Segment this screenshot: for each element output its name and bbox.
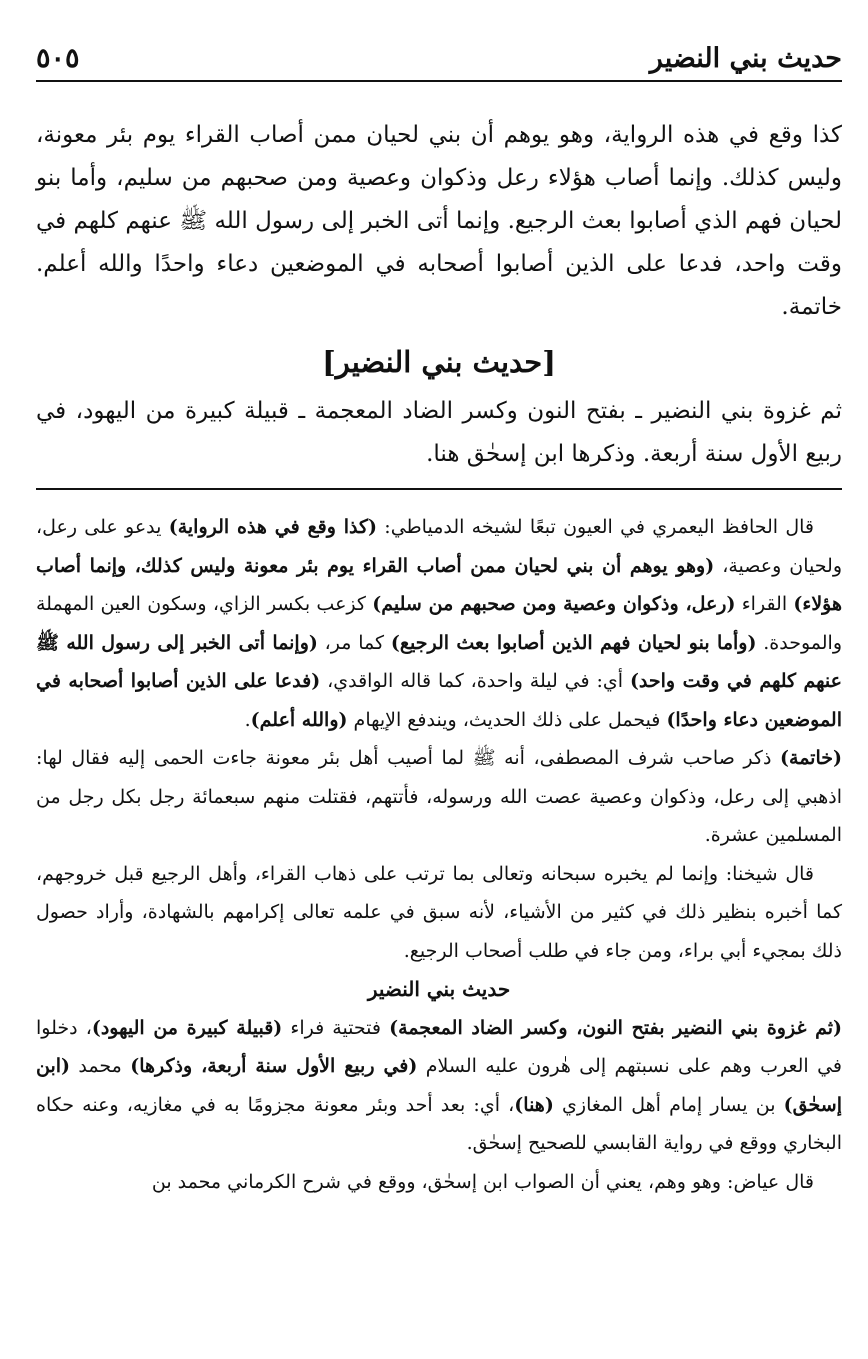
section-heading: [حديث بني النضير]: [322, 345, 556, 379]
commentary-paragraph-1: [36, 508, 842, 739]
main-paragraph-1: كذا وقع في هذه الرواية، وهو يوهم أن بني لحيان ممن أصاب القراء يوم بئر معونة، وليس كذلك. وإنما أصاب هؤلاء رعل وذكوان وعصية ومن صحبهم من سليم، وأما بنو لحيان فهم الذي أصابوا بعث الرجيع. وإنما أتى الخبر إلى رسول الله ﷺ عنهم كلهم في وقت واحد، فدعا على الذين أصابوا أصحابه في الموضعين دعاء واحدًا والله أعلم. خاتمة.: [36, 122, 842, 320]
quoted-main-text: (خاتمة): [780, 747, 842, 769]
footnote-separator: [36, 488, 842, 490]
commentary-text: ذكر صاحب شرف المصطفى، أنه ﷺ لما أصيب أهل بئر معونة جاءت الحمى إليه فقال لها: اذهبي إلى رعل، وذكوان وعصية عصت الله ورسوله، فأتتهم، فقتلت منهم سبعمائة رجل بكل رجل من المسلمين عشرة.: [36, 747, 842, 846]
commentary-text: ، أي: بعد أحد وبئر معونة مجزومًا به في مغازيه، وعنه حكاه البخاري ووقع في رواية القابسي للصحيح إسحٰق.: [36, 1093, 842, 1154]
commentary-text: فتحتية فراء: [282, 1016, 390, 1039]
commentary-text: كما مر،: [317, 631, 391, 654]
commentary-text: القراء: [735, 593, 794, 615]
quoted-main-text: (وإنما أتى الخبر إلى رسول الله ﷺ عنهم كلهم في وقت واحد): [36, 631, 843, 692]
quoted-main-text: (وهو يوهم أن بني لحيان ممن أصاب القراء يوم بئر معونة وليس كذلك، وإنما أصاب هؤلاء): [36, 554, 842, 615]
commentary-paragraph-4: [36, 1009, 842, 1163]
commentary-text: فيحمل على ذلك الحديث، ويندفع الإيهام: [347, 708, 667, 731]
quoted-main-text: (ابن إسحٰق): [36, 1055, 842, 1116]
quoted-main-text: (كذا وقع في هذه الرواية): [168, 516, 378, 538]
commentary-paragraph-3: قال شيخنا: وإنما لم يخبره سبحانه وتعالى بما ترتب على ذهاب القراء، وأهل الرجيع قبل خروجهم، كما أخبره بنظير ذلك في كثير من الأشياء، لأنه سبق في علمه تعالى إكرامهم بالشهادة، وأراد حصول ذلك بمجيء أبي براء، ومن جاء في طلب أصحاب الرجيع.: [36, 862, 842, 962]
main-text: [36, 114, 842, 476]
page-number: ٥٠٥: [36, 43, 80, 74]
quoted-main-text: (في ربيع الأول سنة أربعة، وذكرها): [130, 1055, 418, 1077]
main-paragraph-2: ثم غزوة بني النضير ـ بفتح النون وكسر الضاد المعجمة ـ قبيلة كبيرة من اليهود، في ربيع الأول سنة أربعة. وذكرها ابن إسحٰق هنا.: [36, 398, 842, 467]
commentary-paragraph-2: [36, 739, 842, 855]
quoted-main-text: (رعل، وذكوان وعصية ومن صحبهم من سليم): [372, 593, 736, 615]
commentary-text: قال الحافظ اليعمري في العيون تبعًا لشيخه الدمياطي:: [377, 516, 815, 538]
commentary-text: .: [244, 708, 251, 731]
commentary-paragraph-5: قال عياض: وهو وهم، يعني أن الصواب ابن إسحٰق، ووقع في شرح الكرماني محمد بن: [151, 1170, 814, 1193]
commentary-text: أي: في ليلة واحدة، كما قاله الواقدي،: [320, 670, 630, 692]
commentary-text: يدعو على رعل، ولحيان وعصية،: [36, 516, 842, 577]
commentary-text: بن يسار إمام أهل المغازي: [553, 1093, 784, 1116]
quoted-main-text: (والله أعلم): [250, 708, 348, 731]
quoted-main-text: (فدعا على الذين أصابوا أصحابه في الموضعين دعاء واحدًا): [36, 670, 842, 731]
commentary-text: محمد: [70, 1055, 131, 1077]
quoted-main-text: (قبيلة كبيرة من اليهود): [91, 1016, 283, 1039]
quoted-main-text: (هنا): [514, 1093, 554, 1116]
commentary-text: كزعب بكسر الزاي، وسكون العين المهملة والموحدة.: [36, 593, 842, 654]
running-title: حديث بني النضير: [649, 43, 842, 74]
quoted-main-text: (ثم غزوة بني النضير بفتح النون، وكسر الضاد المعجمة): [389, 1016, 842, 1039]
commentary-text: ، دخلوا في العرب وهم على نسبتهم إلى هٰرون عليه السلام: [36, 1016, 842, 1077]
commentary: [36, 508, 842, 1201]
quoted-main-text: (وأما بنو لحيان فهم الذين أصابوا بعث الرجيع): [390, 631, 757, 654]
running-header: [36, 0, 842, 82]
commentary-sub-heading: حديث بني النضير: [367, 977, 511, 1001]
